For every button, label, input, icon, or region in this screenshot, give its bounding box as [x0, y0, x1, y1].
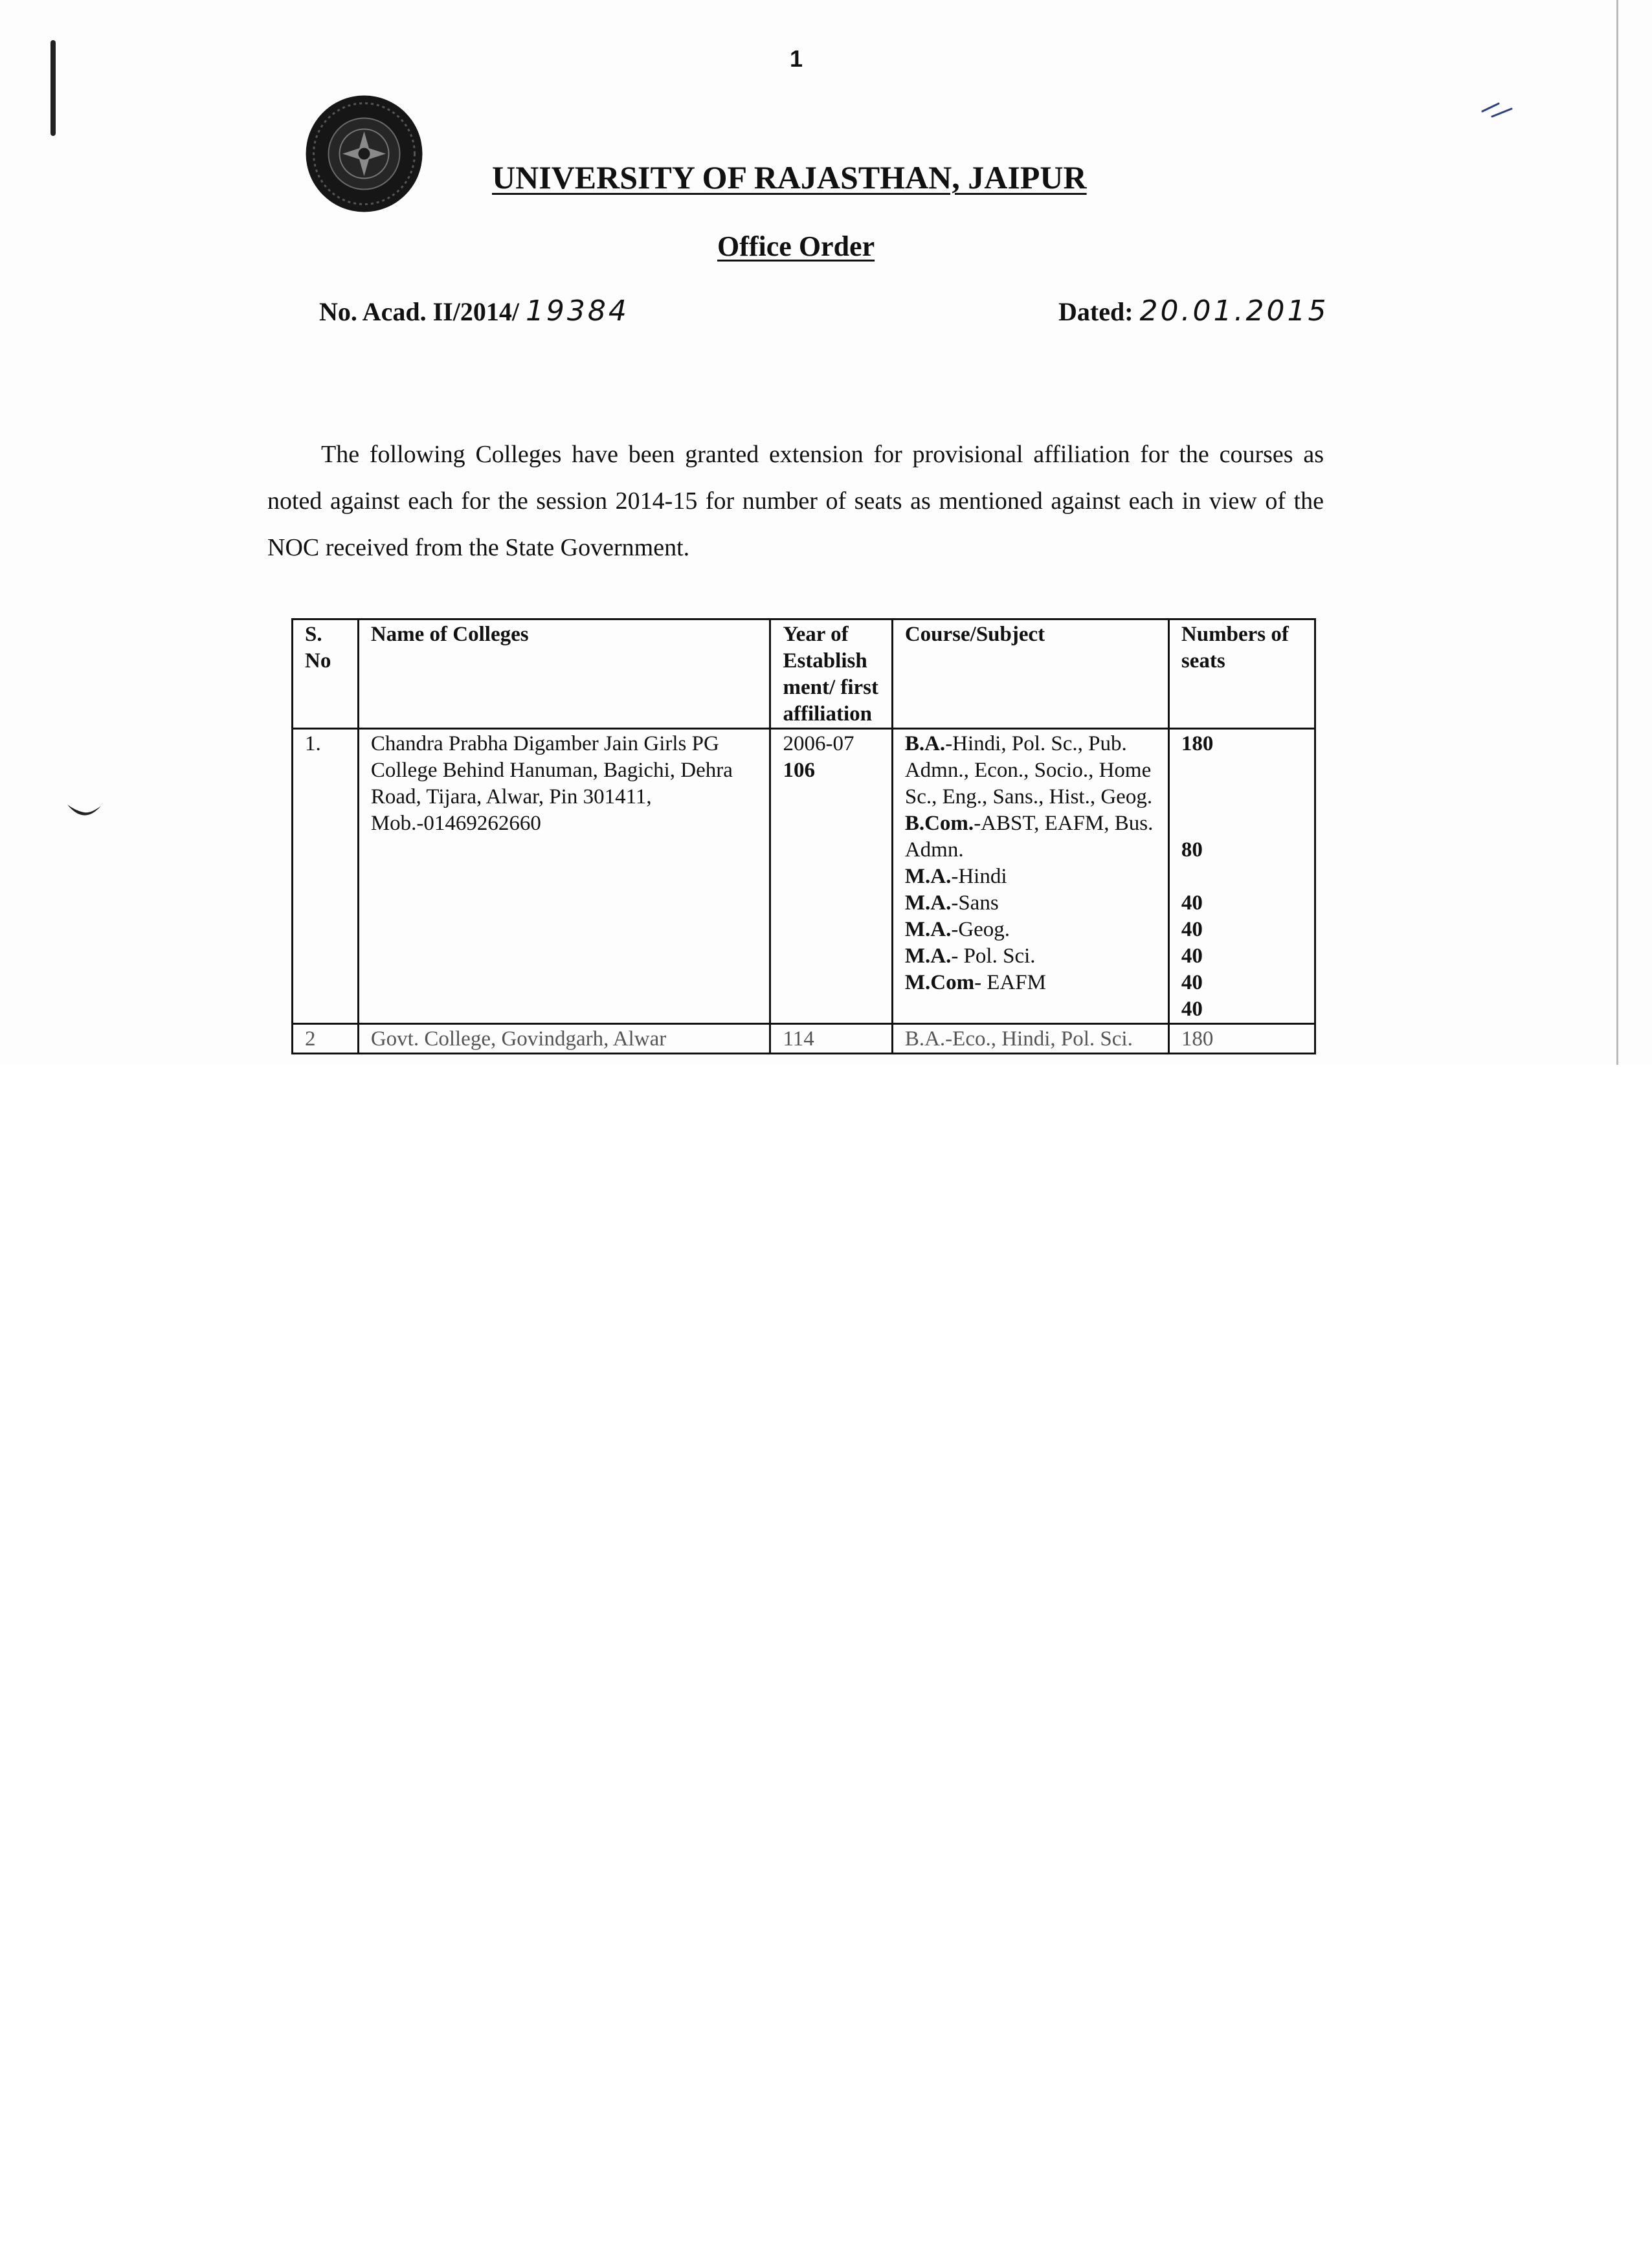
seat-count: 40: [1181, 998, 1203, 1021]
table-row: [293, 729, 1315, 1024]
page-number: 1: [790, 45, 803, 72]
seat-count: 40: [1181, 918, 1203, 941]
seat-count: 40: [1181, 891, 1203, 915]
university-title: UNIVERSITY OF RAJASTHAN, JAIPUR: [492, 159, 1087, 195]
row-college-code: 106: [783, 759, 815, 782]
header-course: Course/Subject: [892, 619, 1168, 729]
course-entry: M.A.-Geog.: [904, 918, 1010, 941]
seat-count: 80: [1181, 838, 1203, 862]
row-year: [770, 729, 892, 1024]
date-value: 20.01.2015: [1139, 295, 1329, 328]
course-entry: M.A.- Pol. Sci.: [904, 944, 1036, 968]
seat-count: 40: [1181, 944, 1203, 968]
table-row: [293, 1024, 1315, 1054]
row-college-name: Chandra Prabha Digamber Jain Girls PG College Behind Hanuman, Bagichi, Dehra Road, Tijara, Alwar, Pin 301411, Mob.-01469262660: [358, 729, 770, 1024]
university-seal-icon: [304, 94, 424, 214]
course-entry: M.A.-Sans: [904, 891, 999, 915]
reference-number: 19384: [525, 295, 629, 328]
row-sno: 2: [293, 1024, 359, 1054]
header-year: Year of Establish ment/ first affiliation: [770, 619, 892, 729]
course-entry: M.Com- EAFM: [904, 971, 1046, 994]
course-entry: B.A.-Hindi, Pol. Sc., Pub. Admn., Econ., Socio., Home Sc., Eng., Sans., Hist., Geog.: [904, 732, 1153, 808]
scan-edge-line: [1616, 0, 1618, 1065]
seat-count: 40: [1181, 971, 1203, 994]
scanned-region: [0, 0, 1652, 1065]
margin-mark: [50, 40, 56, 136]
punch-hole-mark-icon: [65, 799, 104, 825]
seat-count: 180: [1181, 732, 1214, 755]
row-seats: [1168, 729, 1315, 1024]
row-seats: 180: [1168, 1024, 1315, 1054]
reference-label: No. Acad. II/2014/: [319, 297, 519, 326]
table-header-row: [293, 619, 1315, 729]
header-sno: S. No: [293, 619, 359, 729]
order-heading: Office Order: [717, 230, 875, 262]
row-year: 114: [770, 1024, 892, 1054]
course-entry: B.Com.-ABST, EAFM, Bus. Admn.: [904, 812, 1154, 862]
reference-line: [319, 295, 629, 328]
row-courses: [892, 729, 1168, 1024]
date-label: Dated:: [1058, 297, 1133, 326]
header-seats: Numbers of seats: [1168, 619, 1315, 729]
intro-paragraph: The following Colleges have been granted extension for provisional affiliation for the courses as noted against each for the session 2014-15 for number of seats as mentioned against each in view of the NOC received from the State Government.: [267, 441, 1324, 561]
row-year-value: 2006-07: [783, 732, 854, 755]
row-courses: B.A.-Eco., Hindi, Pol. Sci.: [892, 1024, 1168, 1054]
row-college-name: Govt. College, Govindgarh, Alwar: [358, 1024, 770, 1054]
handwritten-tick-icon: [1479, 97, 1518, 123]
colleges-table: [291, 618, 1316, 1054]
row-sno: 1.: [293, 729, 359, 1024]
date-line: [1058, 295, 1328, 328]
header-name: Name of Colleges: [358, 619, 770, 729]
course-entry: M.A.-Hindi: [904, 865, 1007, 888]
